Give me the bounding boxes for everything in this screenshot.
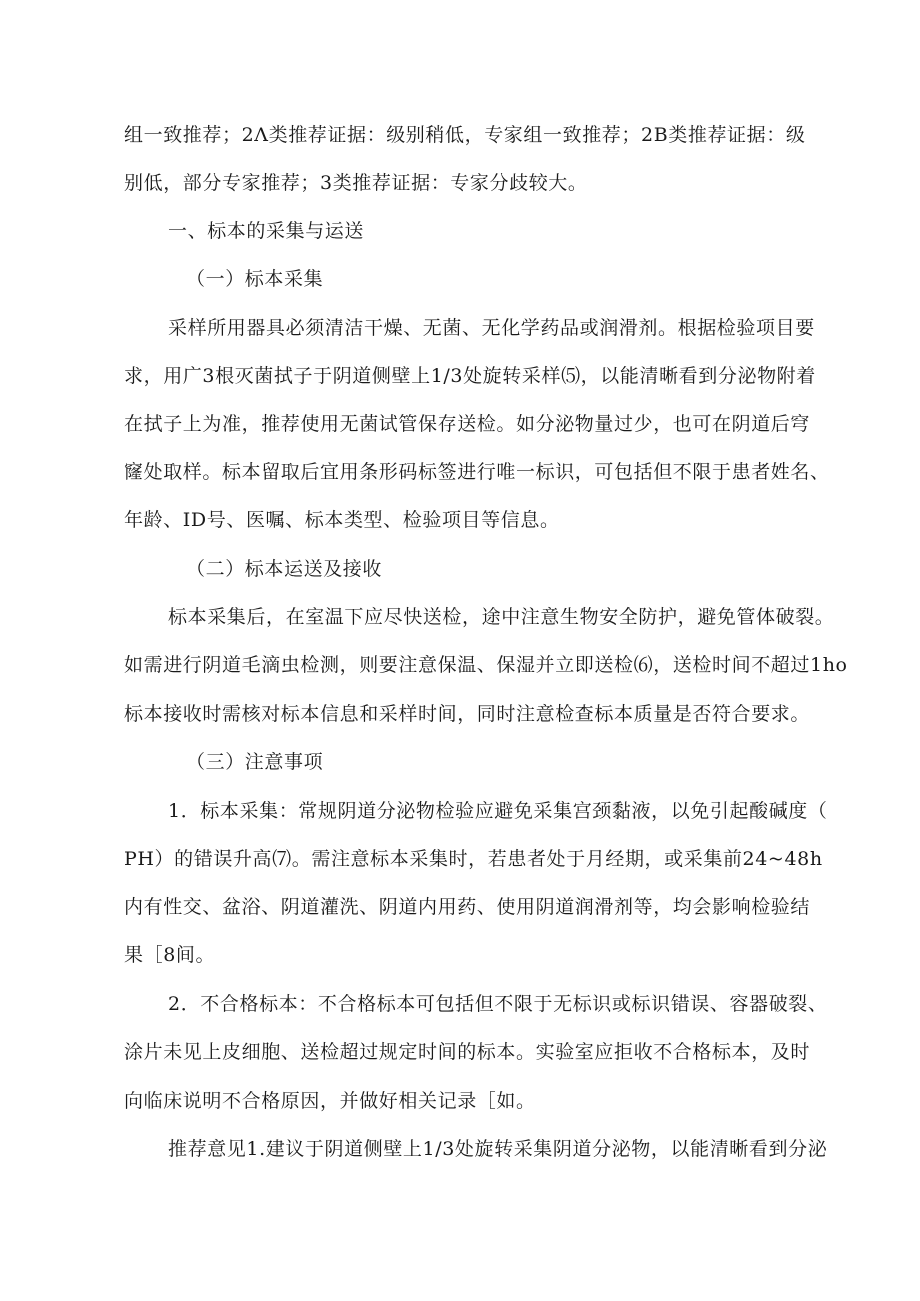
text-line: 1．标本采集：常规阴道分泌物检验应避免采集宫颈黏液，以免引起酸碱度（ — [168, 800, 828, 822]
subsection-heading: （三）注意事项 — [186, 751, 324, 773]
text-line: 标本采集后，在室温下应尽快送检，途中注意生物安全防护，避免管体破裂。 — [168, 606, 835, 628]
text-line: 内有性交、盆浴、阴道灌洗、阴道内用药、使用阴道润滑剂等，均会影响检验结 — [124, 896, 811, 918]
text-line: 向临床说明不合格原因，并做好相关记录［如。 — [124, 1090, 536, 1112]
text-line: 采样所用器具必须清洁干燥、无菌、无化学药品或润滑剂。根据检验项目要 — [168, 317, 815, 339]
subsection-heading: （二）标本运送及接收 — [186, 558, 383, 580]
section-heading: 一、标本的采集与运送 — [168, 220, 365, 242]
text-line: 推荐意见1.建议于阴道侧壁上1/3处旋转采集阴道分泌物，以能清晰看到分泌 — [168, 1138, 828, 1160]
text-line: 在拭子上为准，推荐使用无菌试管保存送检。如分泌物量过少，也可在阴道后穹 — [124, 413, 811, 435]
text-line: PH）的错误升高⑺。需注意标本采集时，若患者处于月经期，或采集前24~48h — [124, 848, 823, 870]
text-line: 如需进行阴道毛滴虫检测，则要注意保温、保湿并立即送检⑹，送检时间不超过1ho — [124, 654, 848, 676]
text-line: 求，用广3根灭菌拭子于阴道侧壁上1/3处旋转采样⑸，以能清晰看到分泌物附着 — [124, 365, 816, 387]
text-line: 标本接收时需核对标本信息和采样时间，同时注意检查标本质量是否符合要求。 — [124, 703, 811, 725]
text-line: 年龄、ID号、医嘱、标本类型、检验项目等信息。 — [124, 509, 560, 531]
text-line: 2．不合格标本：不合格标本可包括但不限于无标识或标识错误、容器破裂、 — [168, 993, 828, 1015]
text-line: 组一致推荐；2Λ类推荐证据：级别稍低，专家组一致推荐；2B类推荐证据：级 — [124, 124, 806, 146]
text-line: 果［8间。 — [124, 944, 216, 966]
text-line: 涂片未见上皮细胞、送检超过规定时间的标本。实验室应拒收不合格标本，及时 — [124, 1041, 811, 1063]
text-line: 别低，部分专家推荐；3类推荐证据：专家分歧较大。 — [124, 172, 588, 194]
subsection-heading: （一）标本采集 — [186, 268, 324, 290]
text-line: 窿处取样。标本留取后宜用条形码标签进行唯一标识，可包括但不限于患者姓名、 — [124, 461, 830, 483]
